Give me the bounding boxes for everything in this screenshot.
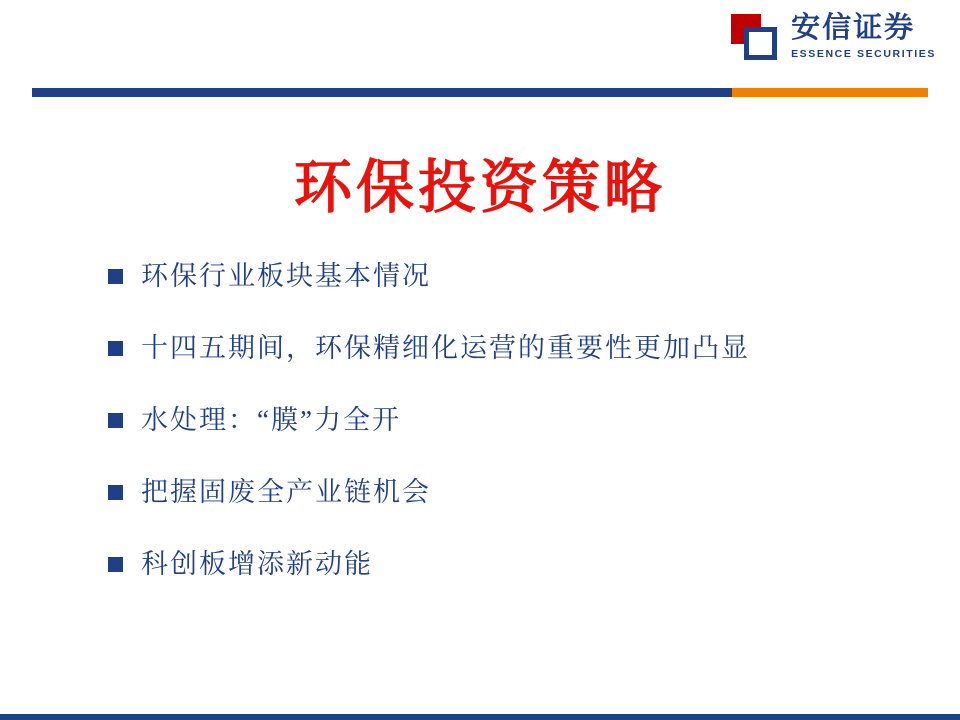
list-item — [108, 330, 908, 402]
list-item-label: 环保行业板块基本情况 — [141, 261, 431, 291]
bullet-square-icon — [108, 557, 123, 572]
header-rule-blue — [32, 88, 732, 97]
agenda-list — [108, 258, 908, 618]
list-item-label: 把握固废全产业链机会 — [141, 477, 431, 507]
bullet-square-icon — [108, 269, 123, 284]
bullet-square-icon — [108, 413, 123, 428]
list-item — [108, 474, 908, 546]
list-item — [108, 258, 908, 330]
list-item-label: 科创板增添新动能 — [141, 549, 373, 579]
list-item-label: 十四五期间，环保精细化运营的重要性更加凸显 — [141, 333, 750, 363]
list-item — [108, 402, 908, 474]
logo-blue-square — [744, 27, 777, 60]
brand-logo — [731, 14, 936, 60]
brand-name-en: ESSENCE SECURITIES — [791, 48, 936, 61]
page-title: 环保投资策略 — [293, 155, 666, 220]
bullet-square-icon — [108, 341, 123, 356]
footer-rule — [0, 714, 960, 720]
header-rule-orange — [732, 88, 928, 97]
essence-securities-logo-icon — [731, 14, 777, 60]
brand-name-cn: 安信证券 — [791, 12, 916, 45]
list-item — [108, 546, 908, 618]
list-item-label: 水处理：“膜”力全开 — [141, 405, 401, 435]
brand-wordmark — [791, 14, 936, 60]
bullet-square-icon — [108, 485, 123, 500]
